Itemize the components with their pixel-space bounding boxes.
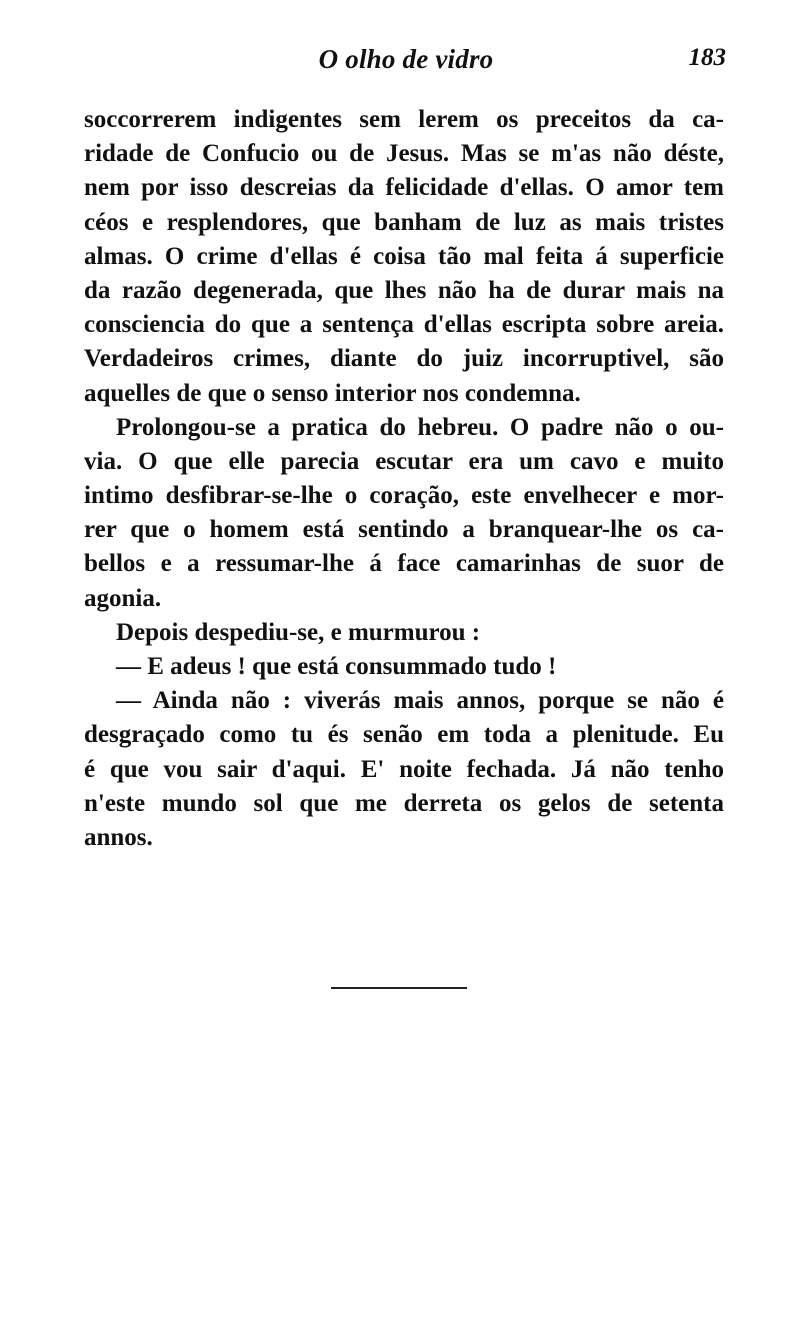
text-line: — E adeus ! que está consummado tudo ! [116,653,557,680]
text-line: almas. O crime d'ellas é coisa tão mal feita á superficie [84,242,724,270]
text-line: ridade de Confucio ou de Jesus. Mas se m'as não déste, [84,140,724,168]
text-line: n'este mundo sol que me derreta os gelos de setenta [84,789,724,817]
text-line: Depois despediu-se, e murmurou : [116,618,481,646]
text-line: via. O que elle parecia escutar era um cavo e muito [84,447,724,475]
text-line: agonia. [84,584,162,612]
section-divider [331,987,467,989]
text-line: annos. [84,823,153,851]
text-line: Prolongou-se a pratica do hebreu. O padre não o ou- [116,413,724,441]
text-line: Verdadeiros crimes, diante do juiz incorruptivel, são [84,345,724,373]
text-line: é que vou sair d'aqui. E' noite fechada. Já não tenho [84,755,724,783]
page-number: 183 [688,44,726,71]
text-line: rer que o homem está sentindo a branquear-lhe os ca- [84,516,724,544]
running-head [86,44,726,84]
text-line: aquelles de que o senso interior nos condemna. [84,379,581,407]
text-line: consciencia do que a sentença d'ellas escripta sobre areia. [84,311,724,339]
text-line: bellos e a ressumar-lhe á face camarinhas de suor de [84,550,724,578]
text-line: nem por isso descreias da felicidade d'ellas. O amor tem [84,174,724,202]
text-line: — Ainda não : viverás mais annos, porque se não é [116,687,724,715]
text-line: soccorrerem indigentes sem lerem os preceitos da ca- [84,106,724,133]
running-title: O olho de vidro [318,44,494,74]
text-line: intimo desfibrar-se-lhe o coração, este envelhecer e mor- [84,482,724,510]
text-line: desgraçado como tu és senão em toda a plenitude. Eu [84,721,724,749]
text-line: céos e resplendores, que banham de luz as mais tristes [84,208,724,236]
text-line: da razão degenerada, que lhes não ha de durar mais na [84,276,724,304]
body-text [84,103,724,855]
